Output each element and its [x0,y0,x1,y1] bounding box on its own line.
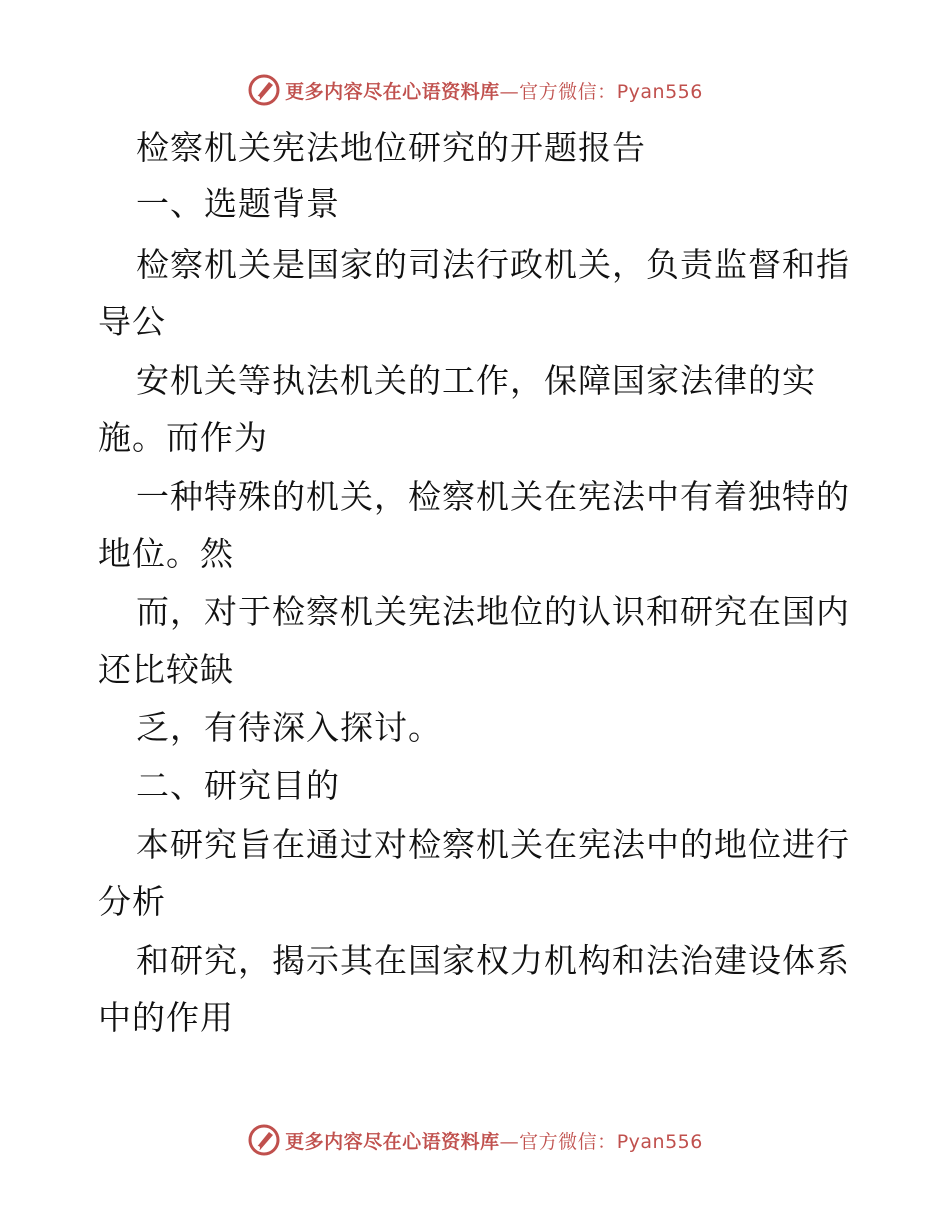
paragraph-line: 导公 [98,302,166,341]
watermark-suffix: 官方微信： [519,1130,617,1153]
paragraph-line: 地位。然 [98,534,234,573]
section-heading: 二、研究目的 [136,766,340,805]
paragraph-line: 安机关等执法机关的工作，保障国家法律的实 [136,361,816,400]
watermark-brand: 更多内容尽在心语资料库 [285,80,500,103]
watermark-dash: — [499,80,520,103]
watermark-account: Pyan556 [616,80,703,103]
paragraph-line: 乏，有待深入探讨。 [136,708,442,747]
paragraph-line: 和研究，揭示其在国家权力机构和法治建设体系 [136,941,850,980]
header-watermark [0,70,950,110]
paragraph-line: 检察机关是国家的司法行政机关，负责监督和指 [136,245,850,284]
pen-logo-icon [247,1123,281,1157]
footer-watermark [0,1120,950,1160]
paragraph-line: 施。而作为 [98,418,268,457]
paragraph-line: 中的作用 [98,998,234,1037]
paragraph-line: 本研究旨在通过对检察机关在宪法中的地位进行 [136,825,850,864]
watermark-dash: — [499,1130,520,1153]
paragraph-line: 一种特殊的机关，检察机关在宪法中有着独特的 [136,477,850,516]
paragraph-line: 分析 [98,882,166,921]
watermark-brand: 更多内容尽在心语资料库 [285,1130,500,1153]
watermark-text [285,1127,703,1154]
paragraph-line: 还比较缺 [98,650,234,689]
watermark-text [285,77,703,104]
pen-logo-icon [247,73,281,107]
section-heading: 一、选题背景 [136,184,340,223]
watermark-suffix: 官方微信： [519,80,617,103]
watermark-account: Pyan556 [616,1130,703,1153]
paragraph-line: 而，对于检察机关宪法地位的认识和研究在国内 [136,592,850,631]
document-title: 检察机关宪法地位研究的开题报告 [136,128,646,167]
